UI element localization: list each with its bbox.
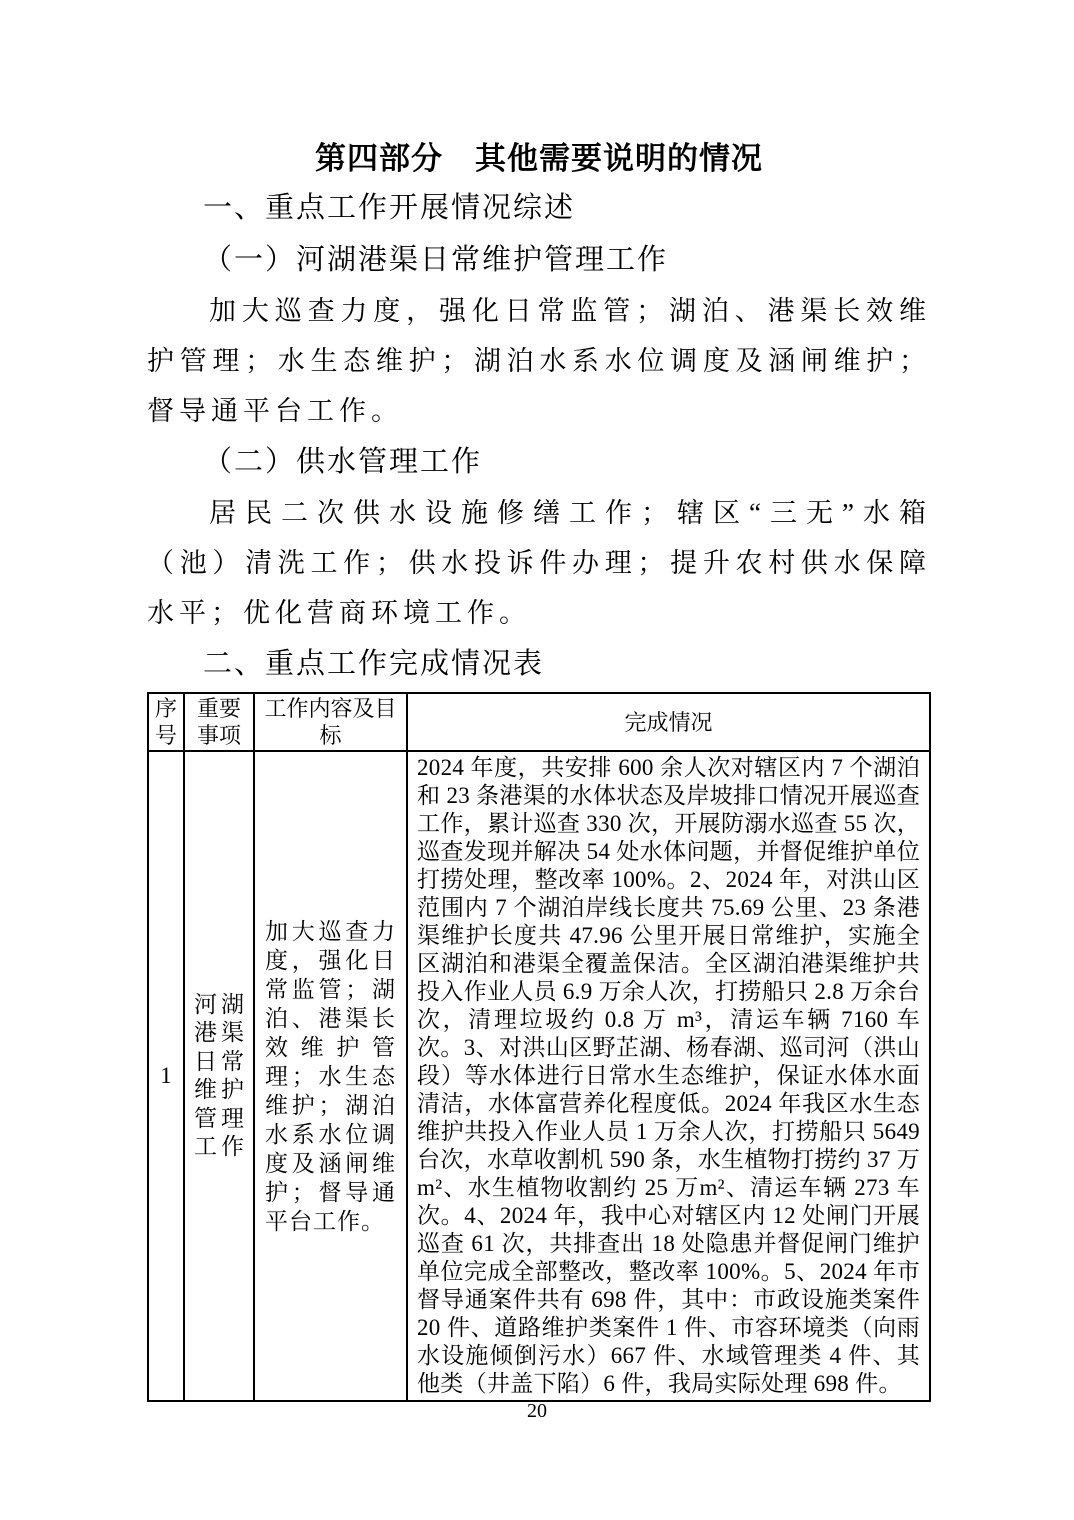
section-heading-1: 一、重点工作开展情况综述: [203, 192, 576, 224]
table-header-item: 重要事项: [184, 693, 254, 751]
work-completion-table: [147, 692, 931, 1402]
completion-text: 2024 年度，共安排 600 余人次对辖区内 7 个湖泊和 23 条港渠的水体状态及岸坡排口情况开展巡查工作，累计巡查 330 次，开展防溺水巡查 55 次，巡查发现并解决 54 处水体问题，并督促维护单位打捞处理，整改率 100%。2、2024 年，对洪山区范围内 7 个湖泊岸线长度共 75.69 公里、23 条港渠维护长度共 47.96 公里开展日常维护，实施全区湖泊和港渠全覆盖保洁。全区湖泊港渠维护共投入作业人员 6.9 万余人次，打捞船只 2.8 万余台次，清理垃圾约 0.8 万 m³，清运车辆 7160 车次。3、对洪山区野芷湖、杨春湖、巡司河（洪山段）等水体进行日常水生态维护，保证水体水面清洁，水体富营养化程度低。2024 年我区水生态维护共投入作业人员 1 万余人次，打捞船只 5649 台次，水草收割机 590 条，水生植物打捞约 37 万m²、水生植物收割约 25 万m²、清运车辆 273 车次。4、2024 年，我中心对辖区内 12 处闸门开展巡查 61 次，共排查出 18 处隐患并督促闸门维护单位完成全部整改，整改率 100%。5、2024 年市督导通案件共有 698 件，其中：市政设施类案件 20 件、道路维护类案件 1 件、市容环境类（向雨水设施倾倒污水）667 件、水域管理类 4 件、其他类（井盖下陷）6 件，我局实际处理 698 件。: [417, 755, 920, 1396]
table-row: [148, 751, 930, 1401]
item-line: 管理: [194, 1105, 244, 1131]
row-goal-cell: [254, 751, 407, 1401]
row-completion-cell: [407, 751, 930, 1401]
table-header-index: 序号: [148, 693, 184, 751]
item-line: 河湖: [194, 991, 244, 1017]
item-line: 维护: [194, 1077, 244, 1102]
row-item-cell: [184, 751, 254, 1401]
item-line: 日常: [194, 1048, 244, 1074]
subsection-heading-1: （一）河湖港渠日常维护管理工作: [203, 244, 669, 276]
table-header-goal: 工作内容及目标: [254, 693, 407, 751]
document-content: [147, 136, 931, 1402]
goal-text: 加大巡查力度，强化日常监管；湖泊、港渠长效维护管理；水生态维护；湖泊水系水位调度及涵闸维护；督导通平台工作。: [265, 918, 396, 1234]
page-title: 第四部分 其他需要说明的情况: [315, 141, 763, 176]
table-header-completion: 完成情况: [407, 693, 930, 751]
paragraph-1: 加大巡查力度，强化日常监管；湖泊、港渠长效维护管理；水生态维护；湖泊水系水位调度及涵闸维护；督导通平台工作。: [147, 296, 931, 426]
paragraph-2: 居民二次供水设施修缮工作；辖区“三无”水箱（池）清洗工作；供水投诉件办理；提升农村供水保障水平；优化营商环境工作。: [147, 498, 931, 628]
subsection-heading-2: （二）供水管理工作: [203, 446, 483, 478]
item-line: 港渠: [194, 1020, 244, 1045]
section-heading-2: 二、重点工作完成情况表: [203, 648, 545, 680]
item-line: 工作: [194, 1134, 244, 1159]
table-header-row: [148, 693, 930, 751]
page-number: 20: [527, 1400, 547, 1422]
row-index-cell: 1: [148, 751, 184, 1401]
